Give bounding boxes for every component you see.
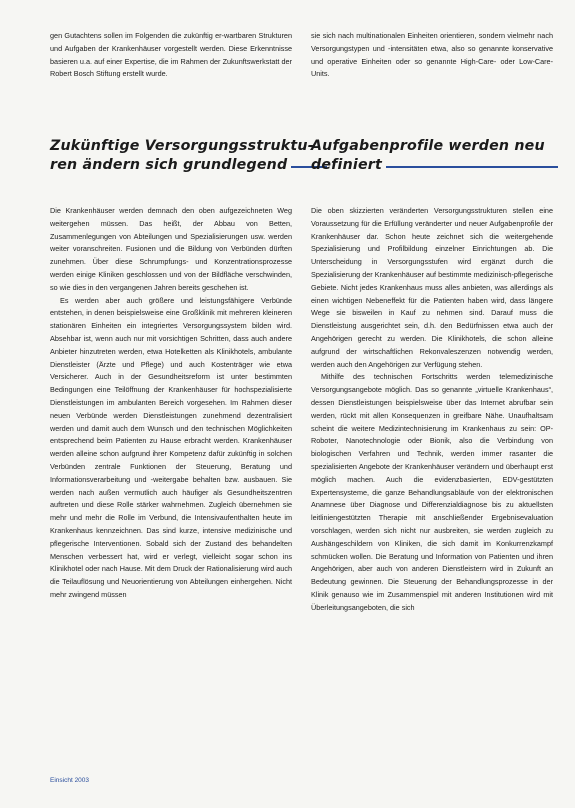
heading-rule-right (386, 166, 558, 168)
heading-left-line-2: ren ändern sich grundlegend (50, 157, 288, 173)
intro-left-column (50, 30, 292, 81)
heading-left-line-2-wrapper (50, 156, 295, 175)
page-footer: Einsicht 2003 (50, 777, 90, 784)
intro-right-paragraph: sie sich nach multinationalen Einheiten orientieren, sondern vielmehr nach Versorgungstypen und -intensitäten etwa, also so genannte konservative und operative Einheiten oder so genannte High-Care- oder Low-Care-Units. (311, 31, 553, 79)
heading-right-line-1: Aufgabenprofile werden neu (311, 138, 545, 154)
heading-right-line-2-wrapper (311, 156, 556, 175)
intro-right-column (311, 30, 553, 81)
body-right-paragraph-2: Mithilfe des technischen Fortschritts werden telemedizinische Versorgungsangebote möglich. Das so genannte „virtuelle Krankenhaus“, dessen Dienstleistungen beispielsweise über das Internet abrufbar sein werden, rückt mit allen Konsequenzen in greifbare Nähe. Unaufhaltsam scheint die weitere Medizintechnisierung im Krankenhaus zu sein: OP-Roboter, Nanotechnologie oder Bionik, also die Verbindung von biologischen Verfahren und Technik, werden immer rasanter die spezialisierten Angebote der Krankenhäuser verändern und überhaupt erst möglich machen. Auch die evidenzbasierten, EDV-gestützten Expertensysteme, die ganze Behandlungsabläufe von der elektronischen Anamnese über Diagnose und Differenzialdiagnose bis zu aktuellsten leitliniengestützten Therapie mit anschließender Ergebnisevaluation vorschlagen, werden sich nicht nur ausbreiten, sie werden zugleich zu Aushängeschildern von Kliniken, die sich damit im Konkurrenzkampf schmücken wollen. Die Beratung und Information von Patienten und ihren Angehörigen, aber auch von anderen Dienstleistern wird in Zukunft an Bedeutung gewinnen. Die Steuerung der Behandlungsprozesse in der Klinik genauso wie im Zusammenspiel mit anderen Institutionen wird mit Überleitungsangeboten, die sich (311, 372, 553, 612)
body-right-column (311, 205, 553, 615)
intro-left-paragraph: gen Gutachtens sollen im Folgenden die zukünftig er-wartbaren Strukturen und Aufgaben der Krankenhäuser vorgestellt werden. Diese Erkenntnisse basieren u.a. auf einer Expertise, die im Rahmen der Zukunftswerkstatt der Robert Bosch Stiftung erstellt wurde. (50, 31, 292, 79)
heading-left-line-1: Zukünftige Versorgungsstruktu- (50, 138, 314, 154)
body-left-paragraph-1: Die Krankenhäuser werden demnach den oben aufgezeichneten Weg weitergehen müssen. Das heißt, der Abbau von Betten, Zusammenlegungen von Abteilungen und Spezialisierungen usw. werden weiter voranschreiten. Fusionen und die Bildung von Verbünden dürften zunehmen. Über diese Schrumpfungs- und Konzentrationsprozesse werden einige Kliniken geschlossen und von der Bildfläche verschwinden, so wie dies in den vergangenen Jahren bereits geschehen ist. (50, 206, 292, 292)
body-left-paragraph-2: Es werden aber auch größere und leistungsfähigere Verbünde entstehen, in denen beispielsweise eine Großklinik mit mehreren kleineren stationären Einheiten ein integriertes Versorgungssystem bilden wird. Absehbar ist, wenn auch nur mit vorsichtigen Schritten, dass auch andere Anbieter hinzutreten werden, etwa Hotelketten als Klinikhotels, ambulante Dienstleister (Ärzte und Pflege) und auch Kostenträger wie etwa Versicherer. Auch in der Gesundheitsreform ist unter bestimmten Bedingungen eine Teilöffnung der Krankenhäuser für hochspezialisierte Dienstleistungen im ambulanten Bereich vorgesehen. Im Rahmen dieser neuen Verbünde werden Dienstleistungen zunehmend dezentralisiert werden und damit auch dem Wunsch und den technischen Möglichkeiten entsprechend beim Patienten zu Hause erbracht werden. Krankenhäuser werden alleine schon aufgrund ihrer Kompetenz dafür zukünftig in solchen Verbünden zentrale Funktionen der Steuerung, Beratung und Informationsverarbeitung und -weitergabe behalten bzw. ausbauen. Sie werden nach außen vermutlich auch häufiger als Gesundheitszentren auftreten und diese Rolle stärker wahrnehmen. Zugleich übernehmen sie mehr und mehr die Rolle im Verbund, die Intensivaufenthalten heute im Krankenhaus kennzeichnen. Das sind kurze, intensive medizinische und pflegerische Interventionen. Sobald sich der Zustand des behandelten Menschen verbessert hat, wird er verlegt, vielleicht sogar schon ins Klinikhotel oder nach Hause. Mit dem Druck der Rationalisierung wird auch die Teilauflösung und Neuorientierung von Abteilungen einhergehen. Nicht mehr zwingend müssen (50, 295, 292, 599)
body-right-paragraph-1: Die oben skizzierten veränderten Versorgungsstrukturen stellen eine Voraussetzung für die Erfüllung veränderter und neuer Aufgabenprofile der Krankenhäuser dar. Schon heute zeichnet sich die weitergehende Spezialisierung und Profilbildung einzelner Einrichtungen ab. Die Unterscheidung in Versorgungsstufen wird ergänzt durch die Spezialisierung der Krankenhäuser auf bestimmte medizinisch-pflegerische Gebiete. Nicht jedes Krankenhaus muss alles anbieten, was allerdings als einen wichtigen Nebeneffekt für die Patienten haben wird, dass längere Wege sie bisweilen in Kauf zu nehmen sind. Darauf muss die Dienstleistung ausgerichtet sein, d.h. den Bedürfnissen etwa auch der Angehörigen gerecht zu werden. Die Klinikhotels, die schon alleine aufgrund der wirtschaftlichen Rekonvaleszenzen notwendig werden, werden auch den Angehörigen zur Verfügung stehen. (311, 206, 553, 369)
body-left-column (50, 205, 292, 602)
section-heading-left (50, 137, 314, 175)
heading-right-line-2: definiert (311, 157, 382, 173)
section-heading-right (311, 137, 556, 175)
